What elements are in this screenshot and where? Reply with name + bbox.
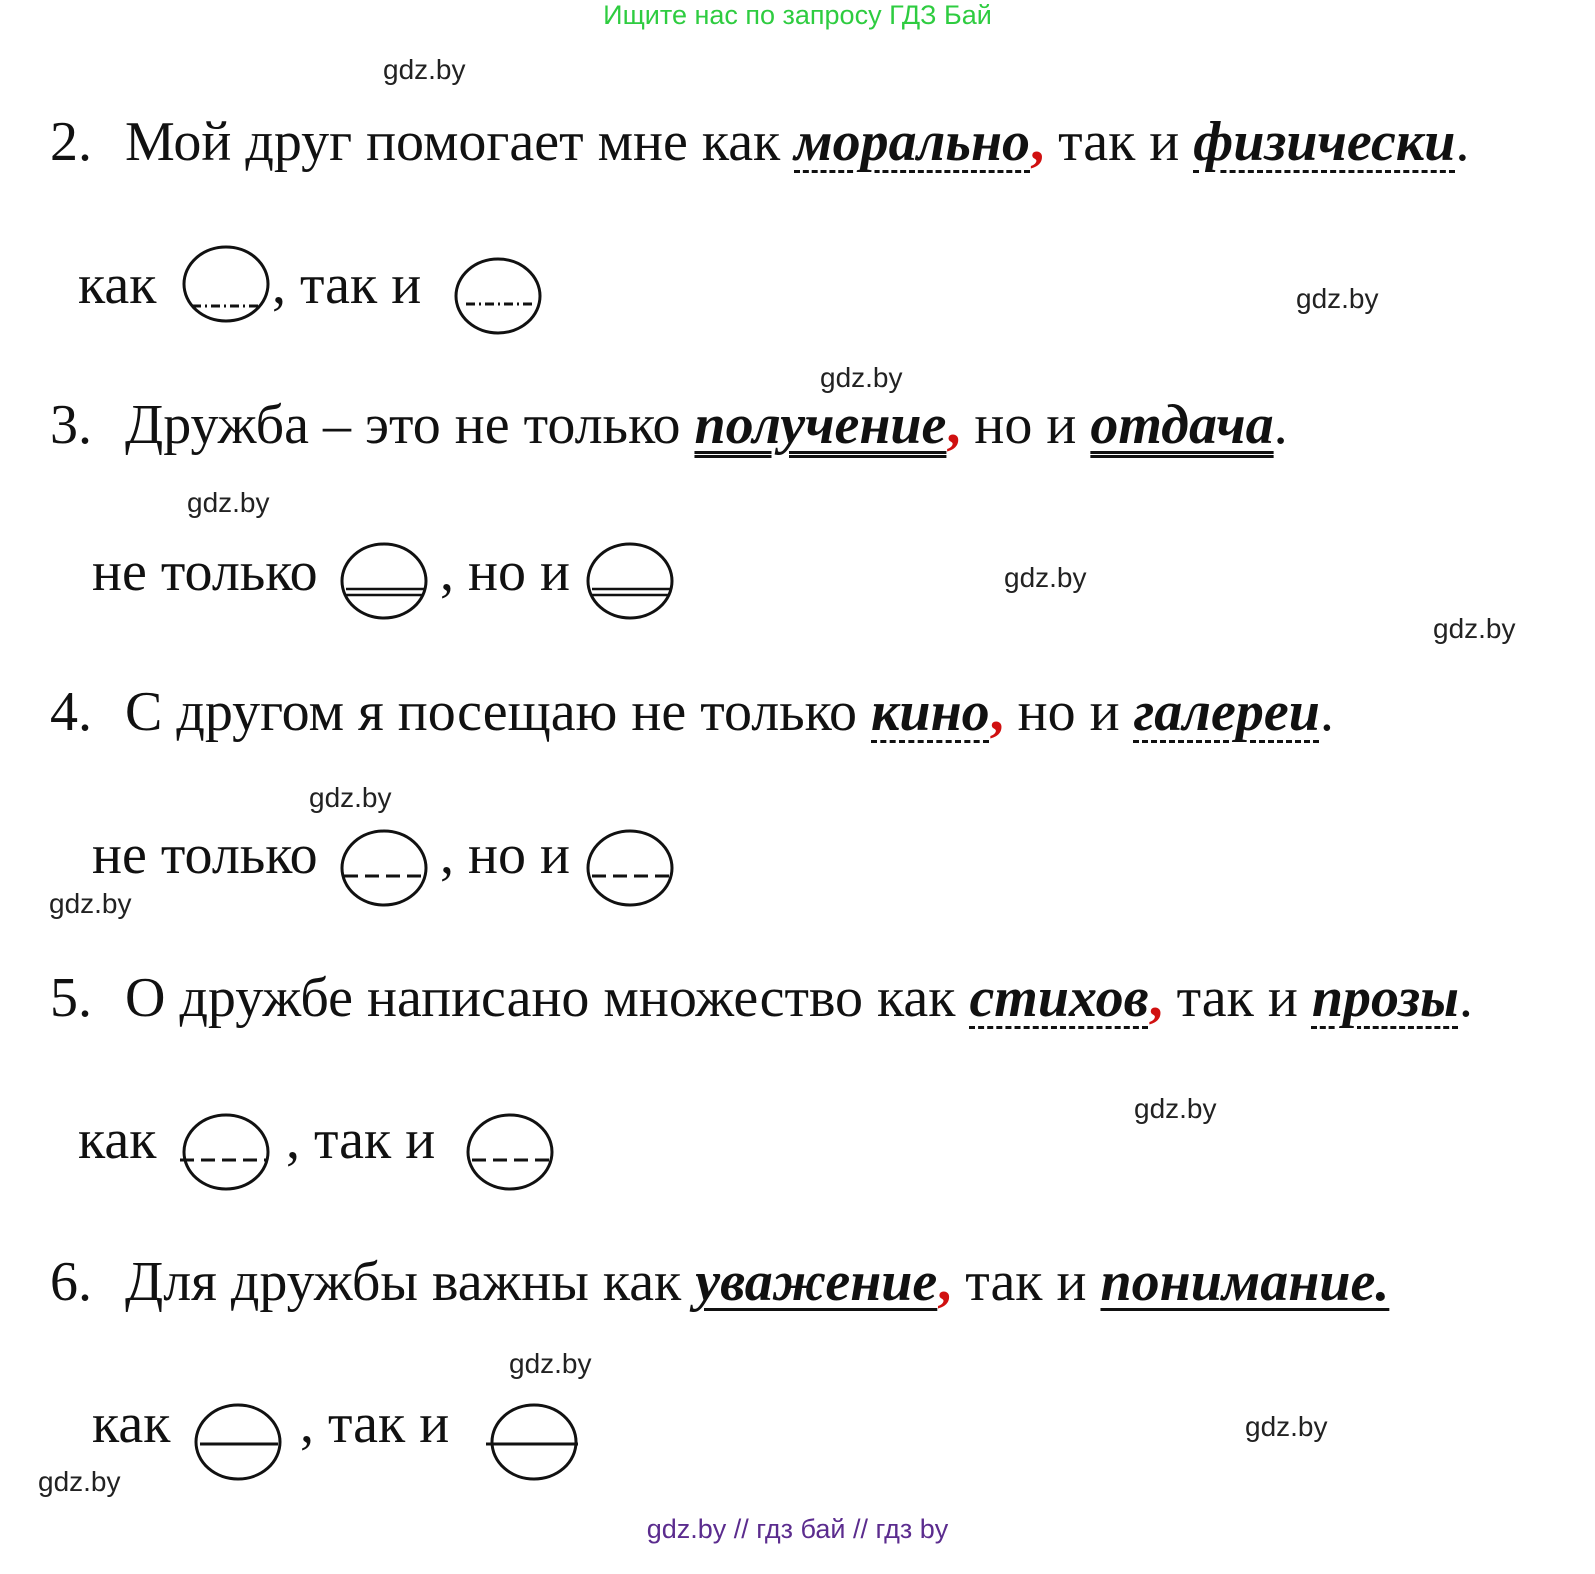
- scheme-4-label-a: не только: [92, 824, 318, 886]
- watermark: gdz.by: [1433, 613, 1516, 644]
- homogeneous-word-2: отдача: [1090, 394, 1274, 456]
- watermark: gdz.by: [49, 888, 132, 919]
- sentence-number: 6.: [50, 1251, 92, 1313]
- search-hint-banner: Ищите нас по запросу ГДЗ Бай: [603, 0, 992, 30]
- comma-mark: ,: [1148, 967, 1163, 1029]
- sentence-2: 2. Мой друг помогает мне как морально, так и физически.: [50, 111, 1470, 173]
- scheme-5-label-b: , так и: [286, 1109, 436, 1171]
- watermark: gdz.by: [1245, 1411, 1328, 1442]
- sentence-number: 5.: [50, 967, 92, 1029]
- watermark: gdz.by: [1296, 283, 1379, 314]
- scheme-circle-solid: [192, 1402, 284, 1484]
- scheme-3-label-b: , но и: [440, 541, 570, 603]
- homogeneous-word-2: понимание.: [1100, 1251, 1390, 1313]
- scheme-circle-solid: [484, 1402, 584, 1484]
- homogeneous-word-1: получение: [694, 394, 947, 456]
- sentence-4: 4. С другом я посещаю не только кино, но и галереи.: [50, 681, 1334, 743]
- sentence-6: 6. Для дружбы важны как уважение, так и понимание.: [50, 1251, 1390, 1313]
- scheme-circle-dashed: [180, 1112, 272, 1194]
- scheme-4-label-b: , но и: [440, 824, 570, 886]
- comma-mark: ,: [989, 681, 1004, 743]
- scheme-2-label-a: как: [78, 254, 157, 316]
- scheme-circle-dashed: [466, 1112, 558, 1194]
- watermark: gdz.by: [820, 362, 903, 393]
- watermark: gdz.by: [1004, 562, 1087, 593]
- sentence-number: 4.: [50, 681, 92, 743]
- scheme-circle-dashed: [340, 828, 432, 910]
- scheme-6-label-b: , так и: [300, 1393, 450, 1455]
- scheme-circle-double: [340, 541, 432, 623]
- homogeneous-word-1: стихов: [969, 967, 1149, 1029]
- homogeneous-word-1: морально: [794, 111, 1031, 173]
- scheme-circle-double: [586, 541, 678, 623]
- scheme-3-label-a: не только: [92, 541, 318, 603]
- watermark: gdz.by: [509, 1348, 592, 1379]
- watermark: gdz.by: [1134, 1093, 1217, 1124]
- watermark: gdz.by: [309, 782, 392, 813]
- scheme-circle-dashdot: [452, 256, 544, 338]
- scheme-5-label-a: как: [78, 1109, 157, 1171]
- homogeneous-word-1: уважение: [695, 1251, 938, 1313]
- watermark: gdz.by: [38, 1466, 121, 1497]
- homogeneous-word-2: физически: [1193, 111, 1456, 173]
- homogeneous-word-2: прозы: [1311, 967, 1459, 1029]
- sentence-5: 5. О дружбе написано множество как стихов, так и прозы.: [50, 967, 1473, 1029]
- comma-mark: ,: [946, 394, 961, 456]
- scheme-2-label-b: , так и: [272, 254, 422, 316]
- footer-links: gdz.by // гдз бай // гдз by: [646, 1514, 949, 1544]
- watermark: gdz.by: [383, 54, 466, 85]
- watermark: gdz.by: [187, 487, 270, 518]
- homogeneous-word-1: кино: [871, 681, 990, 743]
- comma-mark: ,: [937, 1251, 952, 1313]
- scheme-circle-dashdot: [180, 244, 272, 326]
- comma-mark: ,: [1030, 111, 1045, 173]
- sentence-3: 3. Дружба – это не только получение, но и отдача.: [50, 394, 1288, 456]
- sentence-number: 2.: [50, 111, 92, 173]
- scheme-6-label-a: как: [92, 1393, 171, 1455]
- sentence-number: 3.: [50, 394, 92, 456]
- homogeneous-word-2: галереи: [1133, 681, 1320, 743]
- scheme-circle-dashed: [586, 828, 678, 910]
